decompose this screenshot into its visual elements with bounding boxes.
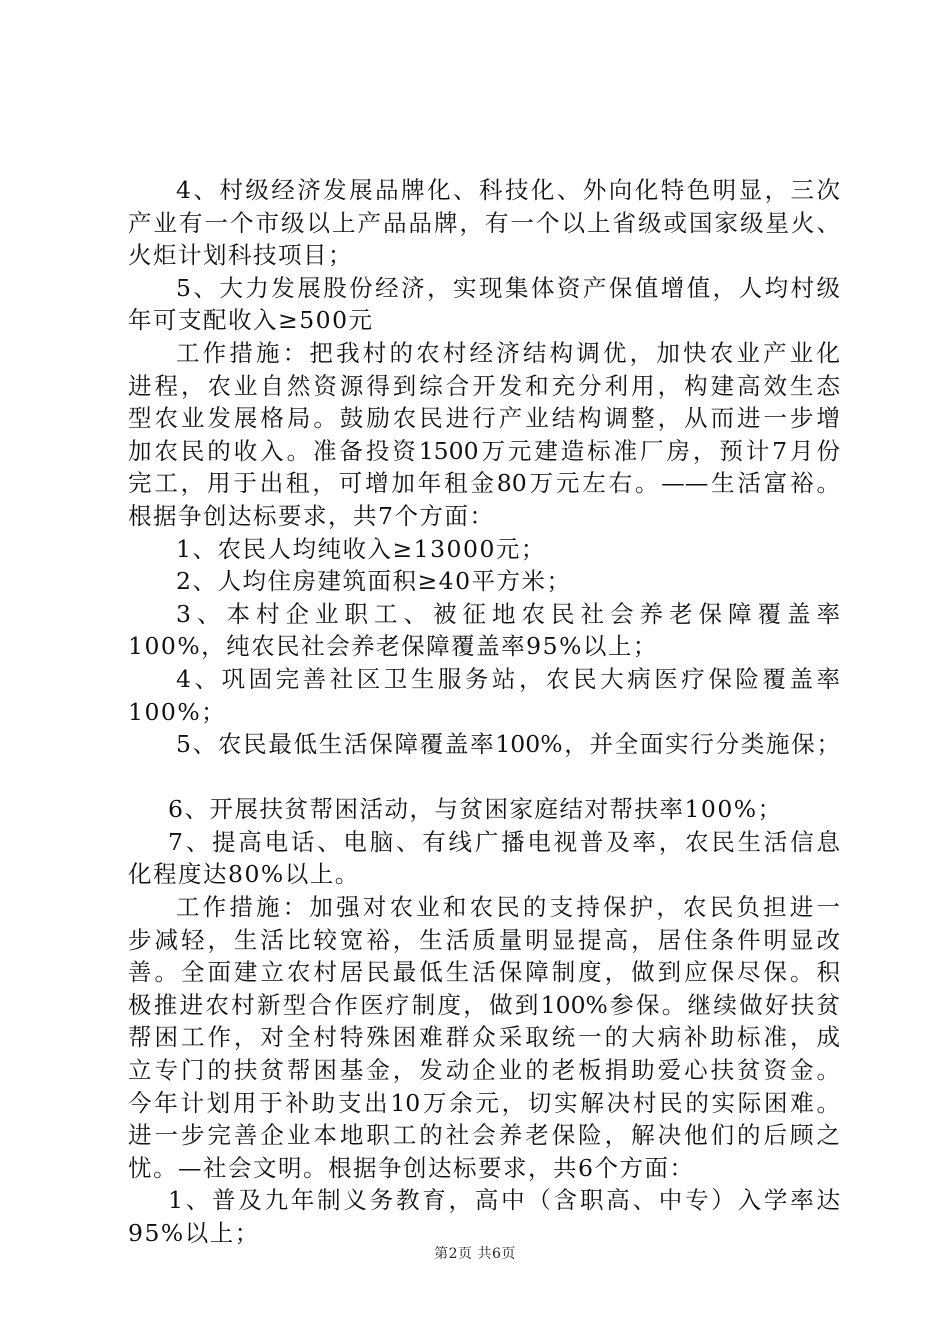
text-line: 完工，用于出租，可增加年租金80万元左右。——生活富裕。	[128, 469, 840, 498]
text-line: 4、村级经济发展品牌化、科技化、外向化特色明显，三次	[176, 176, 840, 204]
text-line: 帮困工作，对全村特殊困难群众采取统一的大病补助标准，成	[128, 1023, 840, 1052]
text-line: 100%，纯农民社会养老保障覆盖率95%以上；	[128, 632, 658, 661]
text-line: 7、提高电话、电脑、有线广播电视普及率，农民生活信息	[168, 827, 840, 856]
text-line: 2、人均住房建筑面积≥40平方米；	[176, 567, 572, 596]
text-line: 忧。—社会文明。根据争创达标要求，共6个方面：	[128, 1153, 695, 1182]
blank-line	[128, 761, 840, 794]
text-line: 步减轻，生活比较宽裕，生活质量明显提高，居住条件明显改	[128, 925, 840, 954]
text-line: 95%以上；	[128, 1219, 260, 1247]
text-line: 化程度达80%以上。	[128, 860, 360, 889]
text-line: 1、农民人均纯收入≥13000元；	[176, 534, 546, 563]
text-line: 4、巩固完善社区卫生服务站，农民大病医疗保险覆盖率	[176, 664, 840, 693]
text-line: 5、大力发展股份经济，实现集体资产保值增值，人均村级	[176, 273, 840, 302]
text-line: 善。全面建立农村居民最低生活保障制度，做到应保尽保。积	[128, 958, 840, 987]
text-line: 工作措施：加强对农业和农民的支持保护，农民负担进一	[176, 893, 840, 922]
text-line: 3、本村企业职工、被征地农民社会养老保障覆盖率	[176, 599, 840, 628]
text-line: 火炬计划科技项目；	[128, 241, 353, 270]
text-line: 进一步完善企业本地职工的社会养老保险，解决他们的后顾之	[128, 1121, 840, 1150]
text-line: 加农民的收入。准备投资1500万元建造标准厂房，预计7月份	[128, 436, 840, 465]
text-line: 工作措施：把我村的农村经济结构调优，加快农业产业化	[176, 338, 840, 367]
document-body	[128, 174, 840, 1250]
text-line: 6、开展扶贫帮困活动，与贫困家庭结对帮扶率100%；	[168, 795, 783, 824]
text-line: 型农业发展格局。鼓励农民进行产业结构调整，从而进一步增	[128, 404, 840, 433]
text-line: 产业有一个市级以上产品品牌，有一个以上省级或国家级星火、	[128, 208, 840, 237]
text-line: 进程，农业自然资源得到综合开发和充分利用，构建高效生态	[128, 371, 840, 400]
text-line: 5、农民最低生活保障覆盖率100%，并全面实行分类施保；	[176, 730, 840, 759]
text-line: 立专门的扶贫帮困基金，发动企业的老板捐助爱心扶贫资金。	[128, 1056, 840, 1085]
text-line: 1、普及九年制义务教育，高中（含职高、中专）入学率达	[168, 1186, 840, 1215]
text-line: 年可支配收入≥500元	[128, 306, 374, 335]
text-line: 今年计划用于补助支出10万余元，切实解决村民的实际困难。	[128, 1088, 840, 1117]
page-footer: 第2页 共6页	[434, 1246, 516, 1262]
text-line: 根据争创达标要求，共7个方面：	[128, 501, 495, 530]
text-line: 极推进农村新型合作医疗制度，做到100%参保。继续做好扶贫	[128, 990, 840, 1019]
text-line: 100%；	[128, 697, 227, 726]
